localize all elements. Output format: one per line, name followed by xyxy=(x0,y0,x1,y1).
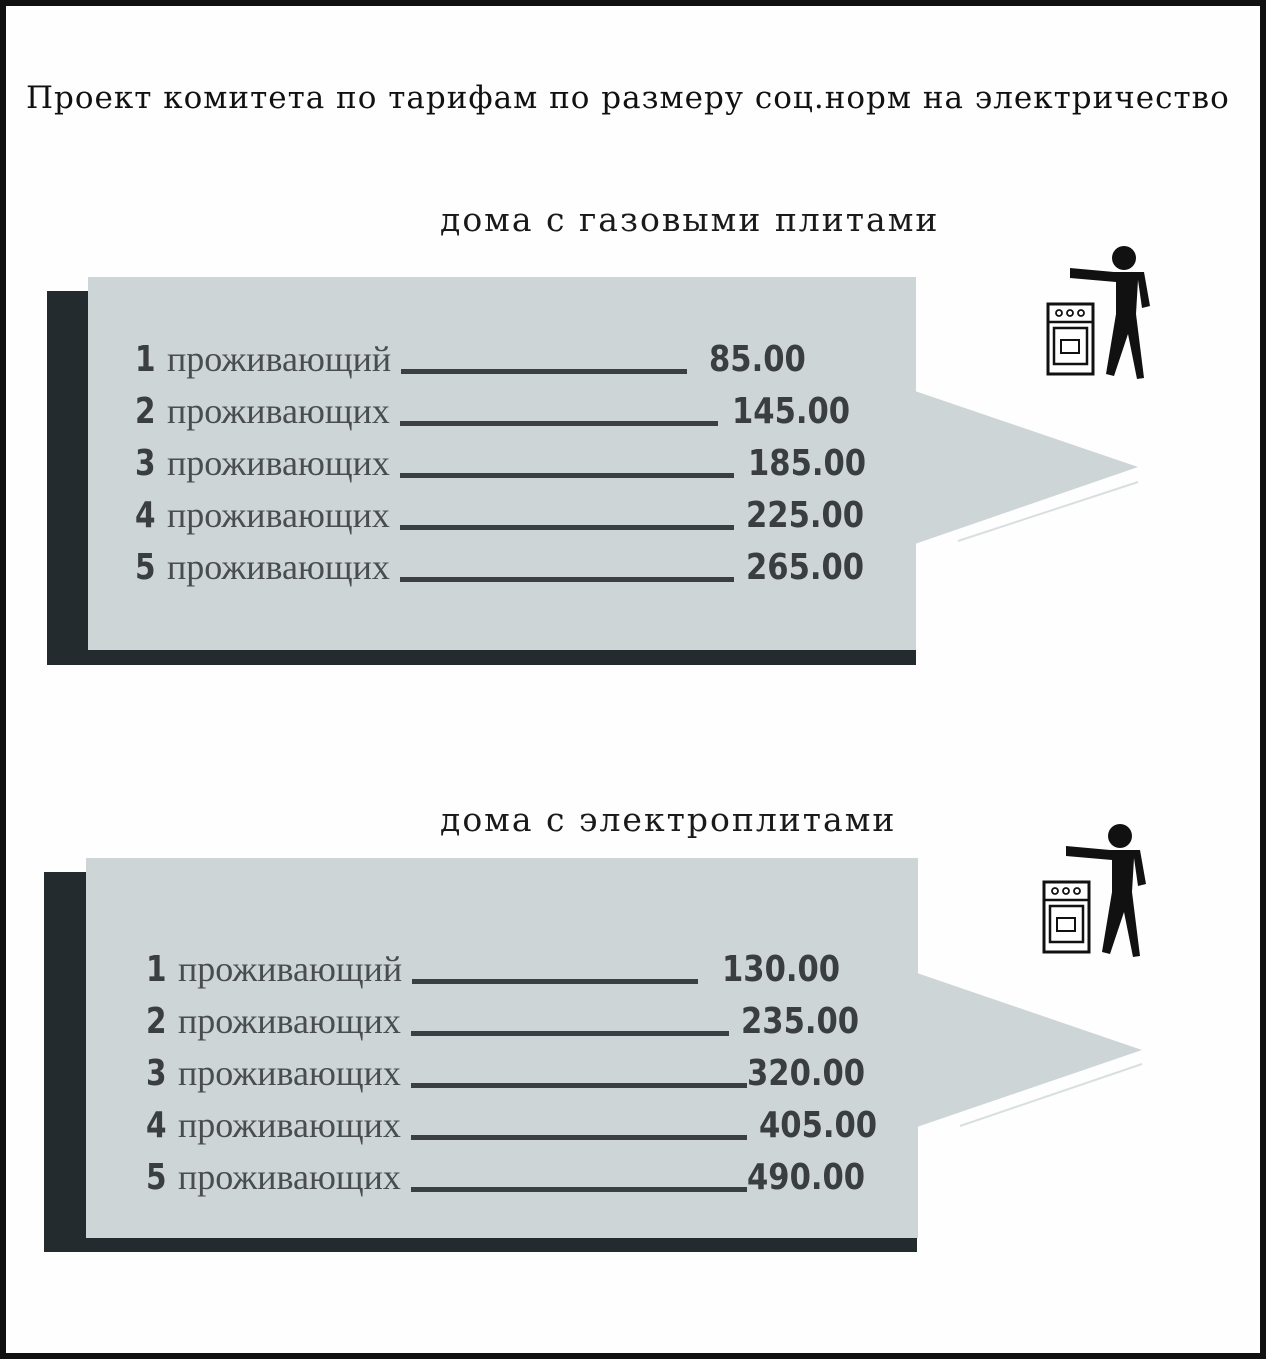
norm-value: 145.00 xyxy=(731,391,850,432)
norm-value: 405.00 xyxy=(758,1105,877,1146)
leader-line xyxy=(411,1031,729,1036)
norm-value: 225.00 xyxy=(745,495,864,536)
leader-line xyxy=(412,979,698,984)
resident-count: 2 xyxy=(135,391,156,432)
resident-count: 2 xyxy=(146,1001,167,1042)
table-row xyxy=(146,994,880,1042)
resident-label: проживающий xyxy=(178,949,403,989)
resident-count: 5 xyxy=(146,1157,167,1198)
leader-line xyxy=(411,1083,747,1088)
norm-value: 235.00 xyxy=(740,1001,859,1042)
section-heading-electric: дома с электроплитами xyxy=(440,800,897,839)
resident-label: проживающих xyxy=(167,391,390,431)
leader-line xyxy=(411,1187,747,1192)
resident-count: 1 xyxy=(135,339,156,380)
table-row xyxy=(146,1150,886,1198)
section-heading-gas: дома с газовыми плитами xyxy=(440,200,940,239)
resident-label: проживающих xyxy=(167,443,390,483)
norm-value: 130.00 xyxy=(722,949,841,990)
norm-value: 490.00 xyxy=(746,1157,865,1198)
table-row xyxy=(146,1046,886,1094)
norm-value: 85.00 xyxy=(709,339,806,380)
table-row xyxy=(146,942,861,990)
table-row xyxy=(146,1098,898,1146)
resident-label: проживающих xyxy=(178,1105,401,1145)
resident-count: 5 xyxy=(135,547,156,588)
norm-value: 320.00 xyxy=(746,1053,865,1094)
resident-count: 4 xyxy=(135,495,156,536)
resident-label: проживающих xyxy=(178,1157,401,1197)
norm-value: 265.00 xyxy=(745,547,864,588)
resident-count: 3 xyxy=(135,443,156,484)
resident-label: проживающих xyxy=(167,547,390,587)
resident-label: проживающих xyxy=(178,1053,401,1093)
resident-label: проживающих xyxy=(178,1001,401,1041)
resident-count: 4 xyxy=(146,1105,167,1146)
leader-line xyxy=(411,1135,747,1140)
stove-person-icon xyxy=(1040,822,1160,966)
resident-count: 3 xyxy=(146,1053,167,1094)
page-title: Проект комитета по тарифам по размеру соц.норм на электричество xyxy=(26,80,1230,116)
resident-label: проживающий xyxy=(167,339,392,379)
norm-value: 185.00 xyxy=(747,443,866,484)
resident-count: 1 xyxy=(146,949,167,990)
resident-label: проживающих xyxy=(167,495,390,535)
